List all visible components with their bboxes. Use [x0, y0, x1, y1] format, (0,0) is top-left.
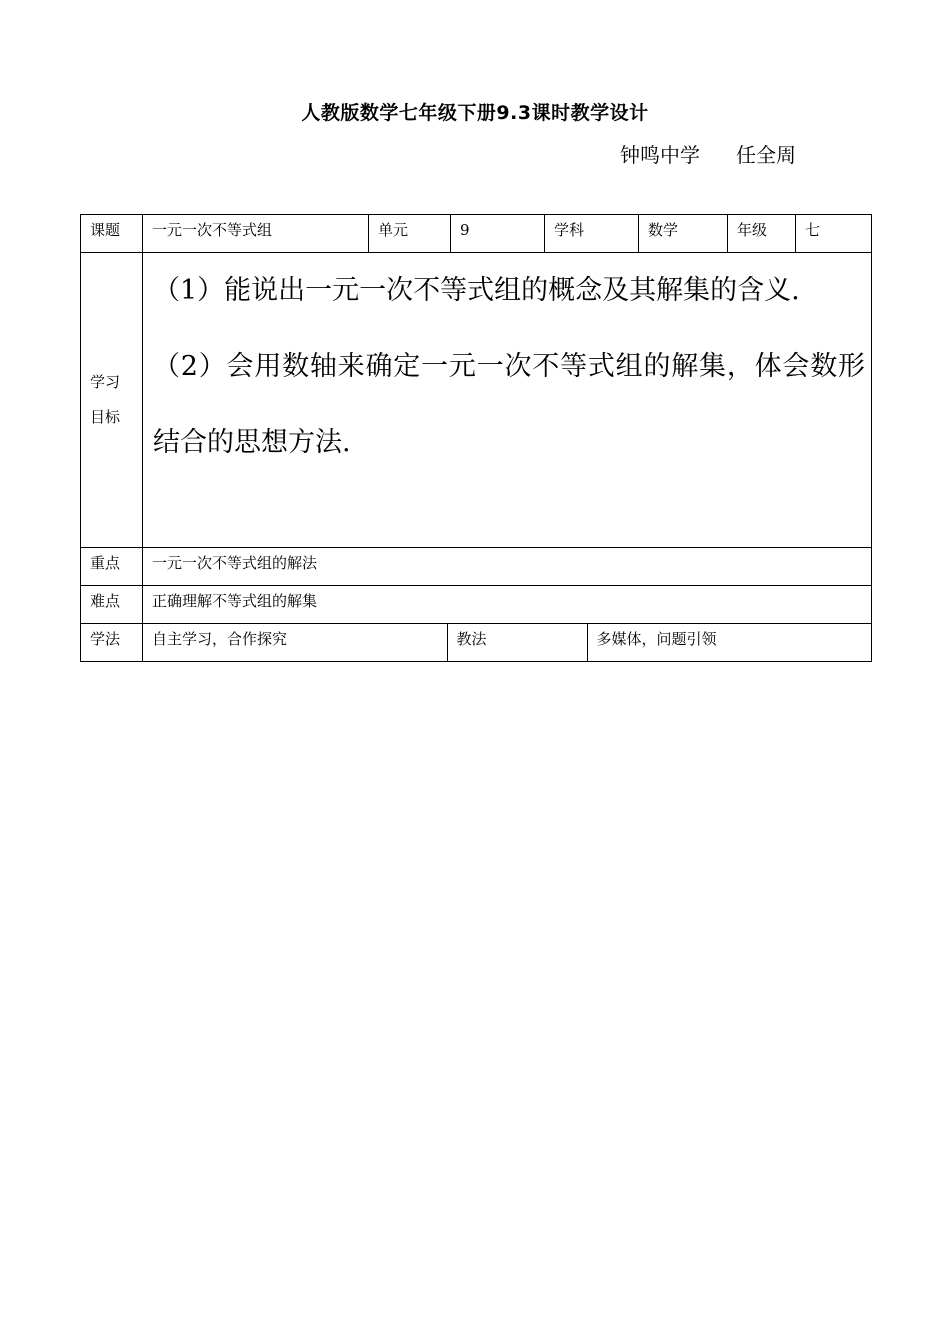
key-point-value: 一元一次不等式组的解法	[143, 548, 872, 586]
goals-label-line1: 学习	[90, 373, 121, 391]
difficulty-value: 正确理解不等式组的解集	[143, 586, 872, 624]
difficulty-label: 难点	[81, 586, 143, 624]
table-row	[81, 586, 872, 624]
grade-value: 七	[796, 215, 872, 253]
teach-method-label: 教法	[447, 624, 587, 661]
goal-item: （2）会用数轴来确定一元一次不等式组的解集，体会数形结合的思想方法.	[153, 351, 865, 458]
goals-label-line2: 目标	[90, 408, 121, 426]
table-row	[81, 215, 872, 253]
topic-label: 课题	[81, 215, 143, 253]
document-title: 人教版数学七年级下册9.3课时教学设计	[301, 102, 649, 124]
study-method-value: 自主学习，合作探究	[152, 630, 288, 648]
lesson-plan-table	[80, 214, 872, 662]
grade-label: 年级	[728, 215, 796, 253]
table-row	[81, 548, 872, 586]
author-name: 任全周	[736, 143, 796, 167]
table-row	[81, 624, 872, 662]
subject-value: 数学	[639, 215, 728, 253]
unit-value: 9	[451, 215, 545, 253]
goals-label	[81, 253, 143, 548]
author-line	[620, 139, 796, 168]
key-point-label: 重点	[81, 548, 143, 586]
teach-method-value: 多媒体，问题引领	[587, 624, 872, 661]
table-row	[81, 253, 872, 548]
methods-cell	[143, 624, 872, 662]
topic-value: 一元一次不等式组	[143, 215, 369, 253]
subject-label: 学科	[545, 215, 639, 253]
goals-content	[143, 253, 872, 548]
goal-item: （1）能说出一元一次不等式组的概念及其解集的含义.	[153, 275, 800, 306]
study-method-label: 学法	[81, 624, 143, 662]
school-name: 钟鸣中学	[620, 143, 700, 167]
methods-inner-table	[143, 624, 872, 661]
unit-label: 单元	[369, 215, 451, 253]
